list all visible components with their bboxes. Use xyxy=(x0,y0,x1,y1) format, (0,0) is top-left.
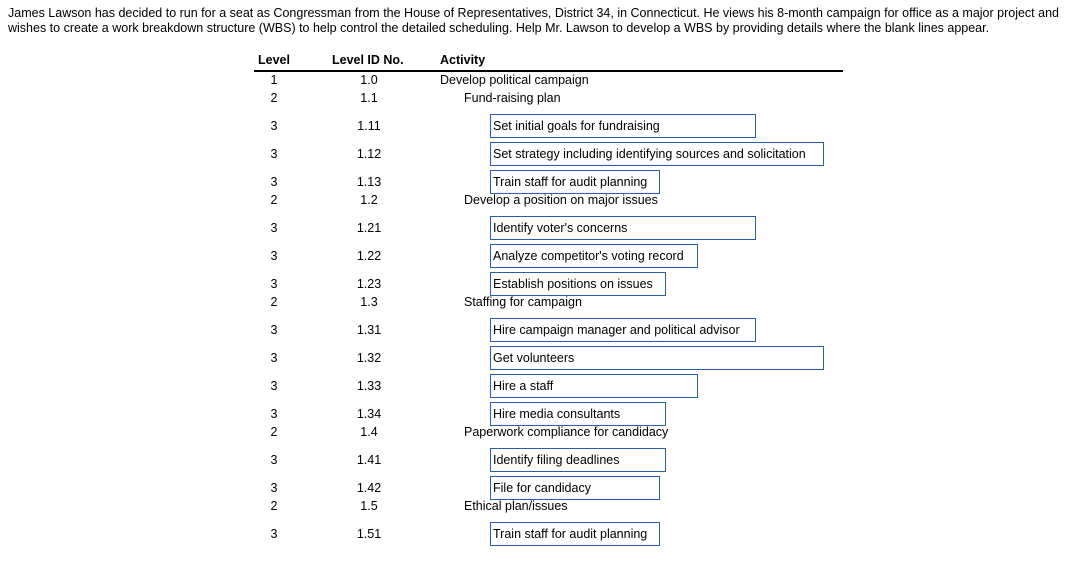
level-cell: 3 xyxy=(270,277,278,291)
activity-answer-field[interactable]: Hire media consultants xyxy=(490,402,666,426)
activity-answer-field[interactable]: Identify filing deadlines xyxy=(490,448,666,472)
level-cell: 2 xyxy=(270,193,278,207)
level-cell: 2 xyxy=(270,499,278,513)
work-package-activity: Paperwork compliance for candidacy xyxy=(464,425,669,439)
activity-answer-field[interactable]: Hire campaign manager and political advisor xyxy=(490,318,756,342)
activity-answer-field[interactable]: Hire a staff xyxy=(490,374,698,398)
level-id-cell: 1.23 xyxy=(356,277,382,291)
level-id-cell: 1.1 xyxy=(360,91,378,105)
level-id-cell: 1.41 xyxy=(356,453,382,467)
problem-statement: James Lawson has decided to run for a seat as Congressman from the House of Representatives, District 34, in Connecticut. He views his 8-month campaign for office as a major project and wishes to create a work breakdown structure (WBS) to help control the detailed scheduling. Help Mr. Lawson to develop a WBS by providing details where the blank lines appear. xyxy=(8,6,1059,35)
activity-answer-field[interactable]: Train staff for audit planning xyxy=(490,170,660,194)
level-cell: 2 xyxy=(270,295,278,309)
level-id-cell: 1.11 xyxy=(357,119,381,133)
level-id-cell: 1.5 xyxy=(360,499,378,513)
level-cell: 2 xyxy=(270,425,278,439)
work-package-activity: Staffing for campaign xyxy=(464,295,582,309)
activity-answer-field[interactable]: Set initial goals for fundraising xyxy=(490,114,756,138)
level-cell: 3 xyxy=(270,119,278,133)
level-id-cell: 1.34 xyxy=(356,407,382,421)
work-package-activity: Ethical plan/issues xyxy=(464,499,568,513)
level-id-cell: 1.42 xyxy=(356,481,382,495)
header-level-id: Level ID No. xyxy=(332,53,404,67)
work-package-activity: Develop a position on major issues xyxy=(464,193,658,207)
level-cell: 3 xyxy=(270,175,278,189)
level-id-cell: 1.13 xyxy=(356,175,382,189)
activity-answer-field[interactable]: Train staff for audit planning xyxy=(490,522,660,546)
header-level: Level xyxy=(258,53,290,67)
level-id-cell: 1.4 xyxy=(360,425,378,439)
activity-answer-field[interactable]: Set strategy including identifying sources and solicitation xyxy=(490,142,824,166)
level-cell: 3 xyxy=(270,351,278,365)
level-id-cell: 1.0 xyxy=(360,73,378,87)
work-package-activity: Fund-raising plan xyxy=(464,91,561,105)
level-cell: 1 xyxy=(270,73,278,87)
level-id-cell: 1.51 xyxy=(356,527,382,541)
level-id-cell: 1.33 xyxy=(356,379,382,393)
level-cell: 3 xyxy=(270,453,278,467)
level-cell: 3 xyxy=(270,147,278,161)
level-id-cell: 1.12 xyxy=(356,147,382,161)
level-id-cell: 1.32 xyxy=(356,351,382,365)
level-cell: 3 xyxy=(270,527,278,541)
level-cell: 3 xyxy=(270,249,278,263)
level-cell: 3 xyxy=(270,221,278,235)
level-cell: 2 xyxy=(270,91,278,105)
activity-answer-field[interactable]: Establish positions on issues xyxy=(490,272,666,296)
header-activity: Activity xyxy=(440,53,486,67)
activity-answer-field[interactable]: Get volunteers xyxy=(490,346,824,370)
level-id-cell: 1.22 xyxy=(356,249,382,263)
level-id-cell: 1.21 xyxy=(356,221,382,235)
level-cell: 3 xyxy=(270,481,278,495)
level-id-cell: 1.31 xyxy=(356,323,382,337)
activity-answer-field[interactable]: Identify voter's concerns xyxy=(490,216,756,240)
level-cell: 3 xyxy=(270,407,278,421)
activity-answer-field[interactable]: File for candidacy xyxy=(490,476,660,500)
header-rule xyxy=(254,70,843,72)
level-cell: 3 xyxy=(270,379,278,393)
activity-answer-field[interactable]: Analyze competitor's voting record xyxy=(490,244,698,268)
level-id-cell: 1.3 xyxy=(360,295,378,309)
level-cell: 3 xyxy=(270,323,278,337)
project-activity: Develop political campaign xyxy=(440,73,589,87)
level-id-cell: 1.2 xyxy=(360,193,378,207)
